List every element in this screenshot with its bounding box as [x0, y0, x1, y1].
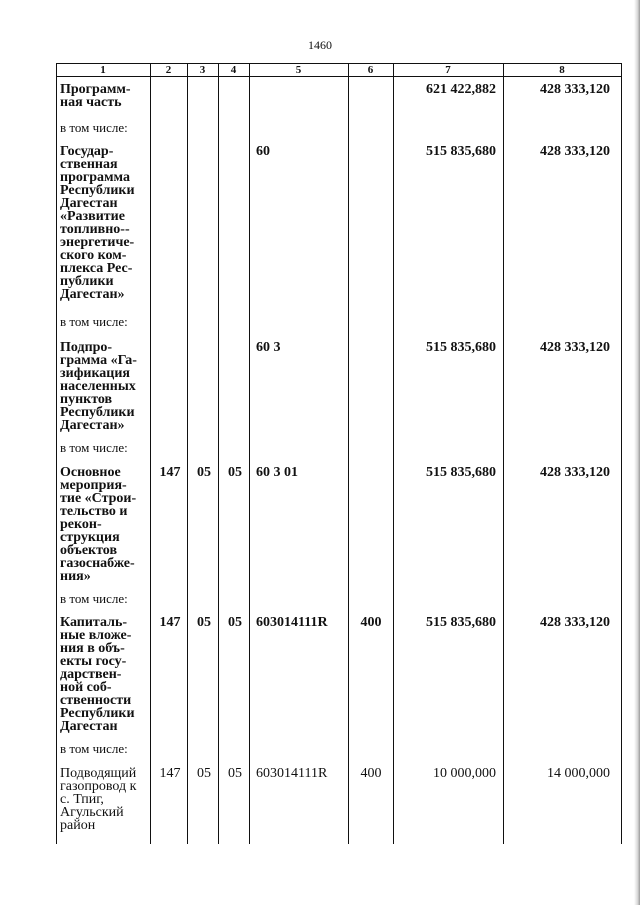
column-border [348, 63, 349, 844]
row-col8: 14 000,000 [547, 766, 610, 781]
column-header: 6 [367, 64, 374, 76]
row-col3: 05 [197, 615, 211, 630]
scan-edge-shadow [634, 0, 640, 905]
row-col8: 428 333,120 [540, 465, 610, 480]
row-col5: 60 [256, 144, 270, 159]
row-col7: 515 835,680 [426, 465, 496, 480]
column-border [621, 63, 622, 844]
row-col4: 05 [228, 766, 242, 781]
row-name: Основное мероприя- тие «Строи- тельство и рекон- струкция объектов газоснабже- ния» [60, 465, 137, 584]
row-col2: 147 [159, 465, 181, 480]
row-name: Подпро- грамма «Га- зификация населенных пунктов Республики Дагестан» [60, 340, 137, 433]
column-header: 4 [230, 64, 237, 76]
column-border [218, 63, 219, 844]
header-bottom-border [56, 76, 622, 77]
row-name: Подводящий газопровод к с. Тпиг, Агульский район [60, 766, 137, 833]
row-col3: 05 [197, 766, 211, 781]
column-border [503, 63, 504, 844]
column-border [56, 63, 57, 844]
column-border [393, 63, 394, 844]
row-col7: 515 835,680 [426, 144, 496, 159]
column-border [249, 63, 250, 844]
row-subnote: в том числе: [60, 440, 128, 455]
row-subnote: в том числе: [60, 741, 128, 756]
row-col6: 400 [360, 766, 382, 781]
row-col2: 147 [159, 766, 181, 781]
row-col8: 428 333,120 [540, 340, 610, 355]
column-border [187, 63, 188, 844]
row-col7: 621 422,882 [426, 82, 496, 97]
row-col2: 147 [159, 615, 181, 630]
row-subnote: в том числе: [60, 314, 128, 329]
column-header: 3 [199, 64, 206, 76]
row-col5: 60 3 [256, 340, 281, 355]
row-col8: 428 333,120 [540, 615, 610, 630]
row-col4: 05 [228, 615, 242, 630]
row-col5: 603014111R [256, 766, 328, 781]
row-col8: 428 333,120 [540, 82, 610, 97]
row-col7: 515 835,680 [426, 615, 496, 630]
column-header: 1 [100, 64, 106, 76]
row-name: Государ- ственная программа Республики Дагестан «Развитие топливно-- энергетиче- ского ком- плекса Рес- публики Дагестан» [60, 144, 135, 302]
row-subnote: в том числе: [60, 591, 128, 606]
row-col4: 05 [228, 465, 242, 480]
row-col5: 60 3 01 [256, 465, 298, 480]
row-subnote: в том числе: [60, 120, 128, 135]
column-header: 5 [295, 64, 302, 76]
row-name: Программ- ная часть [60, 82, 131, 110]
row-col7: 10 000,000 [433, 766, 496, 781]
row-col8: 428 333,120 [540, 144, 610, 159]
column-header: 2 [165, 64, 172, 76]
column-header: 8 [559, 64, 565, 76]
column-header: 7 [445, 64, 451, 76]
page-number: 1460 [308, 38, 332, 52]
row-col5: 603014111R [256, 615, 328, 630]
row-col3: 05 [197, 465, 211, 480]
row-name: Капиталь- ные вложе- ния в объ- екты госу- дарствен- ной соб- ственности Республики Дагестан [60, 615, 135, 734]
row-col7: 515 835,680 [426, 340, 496, 355]
row-col6: 400 [360, 615, 382, 630]
